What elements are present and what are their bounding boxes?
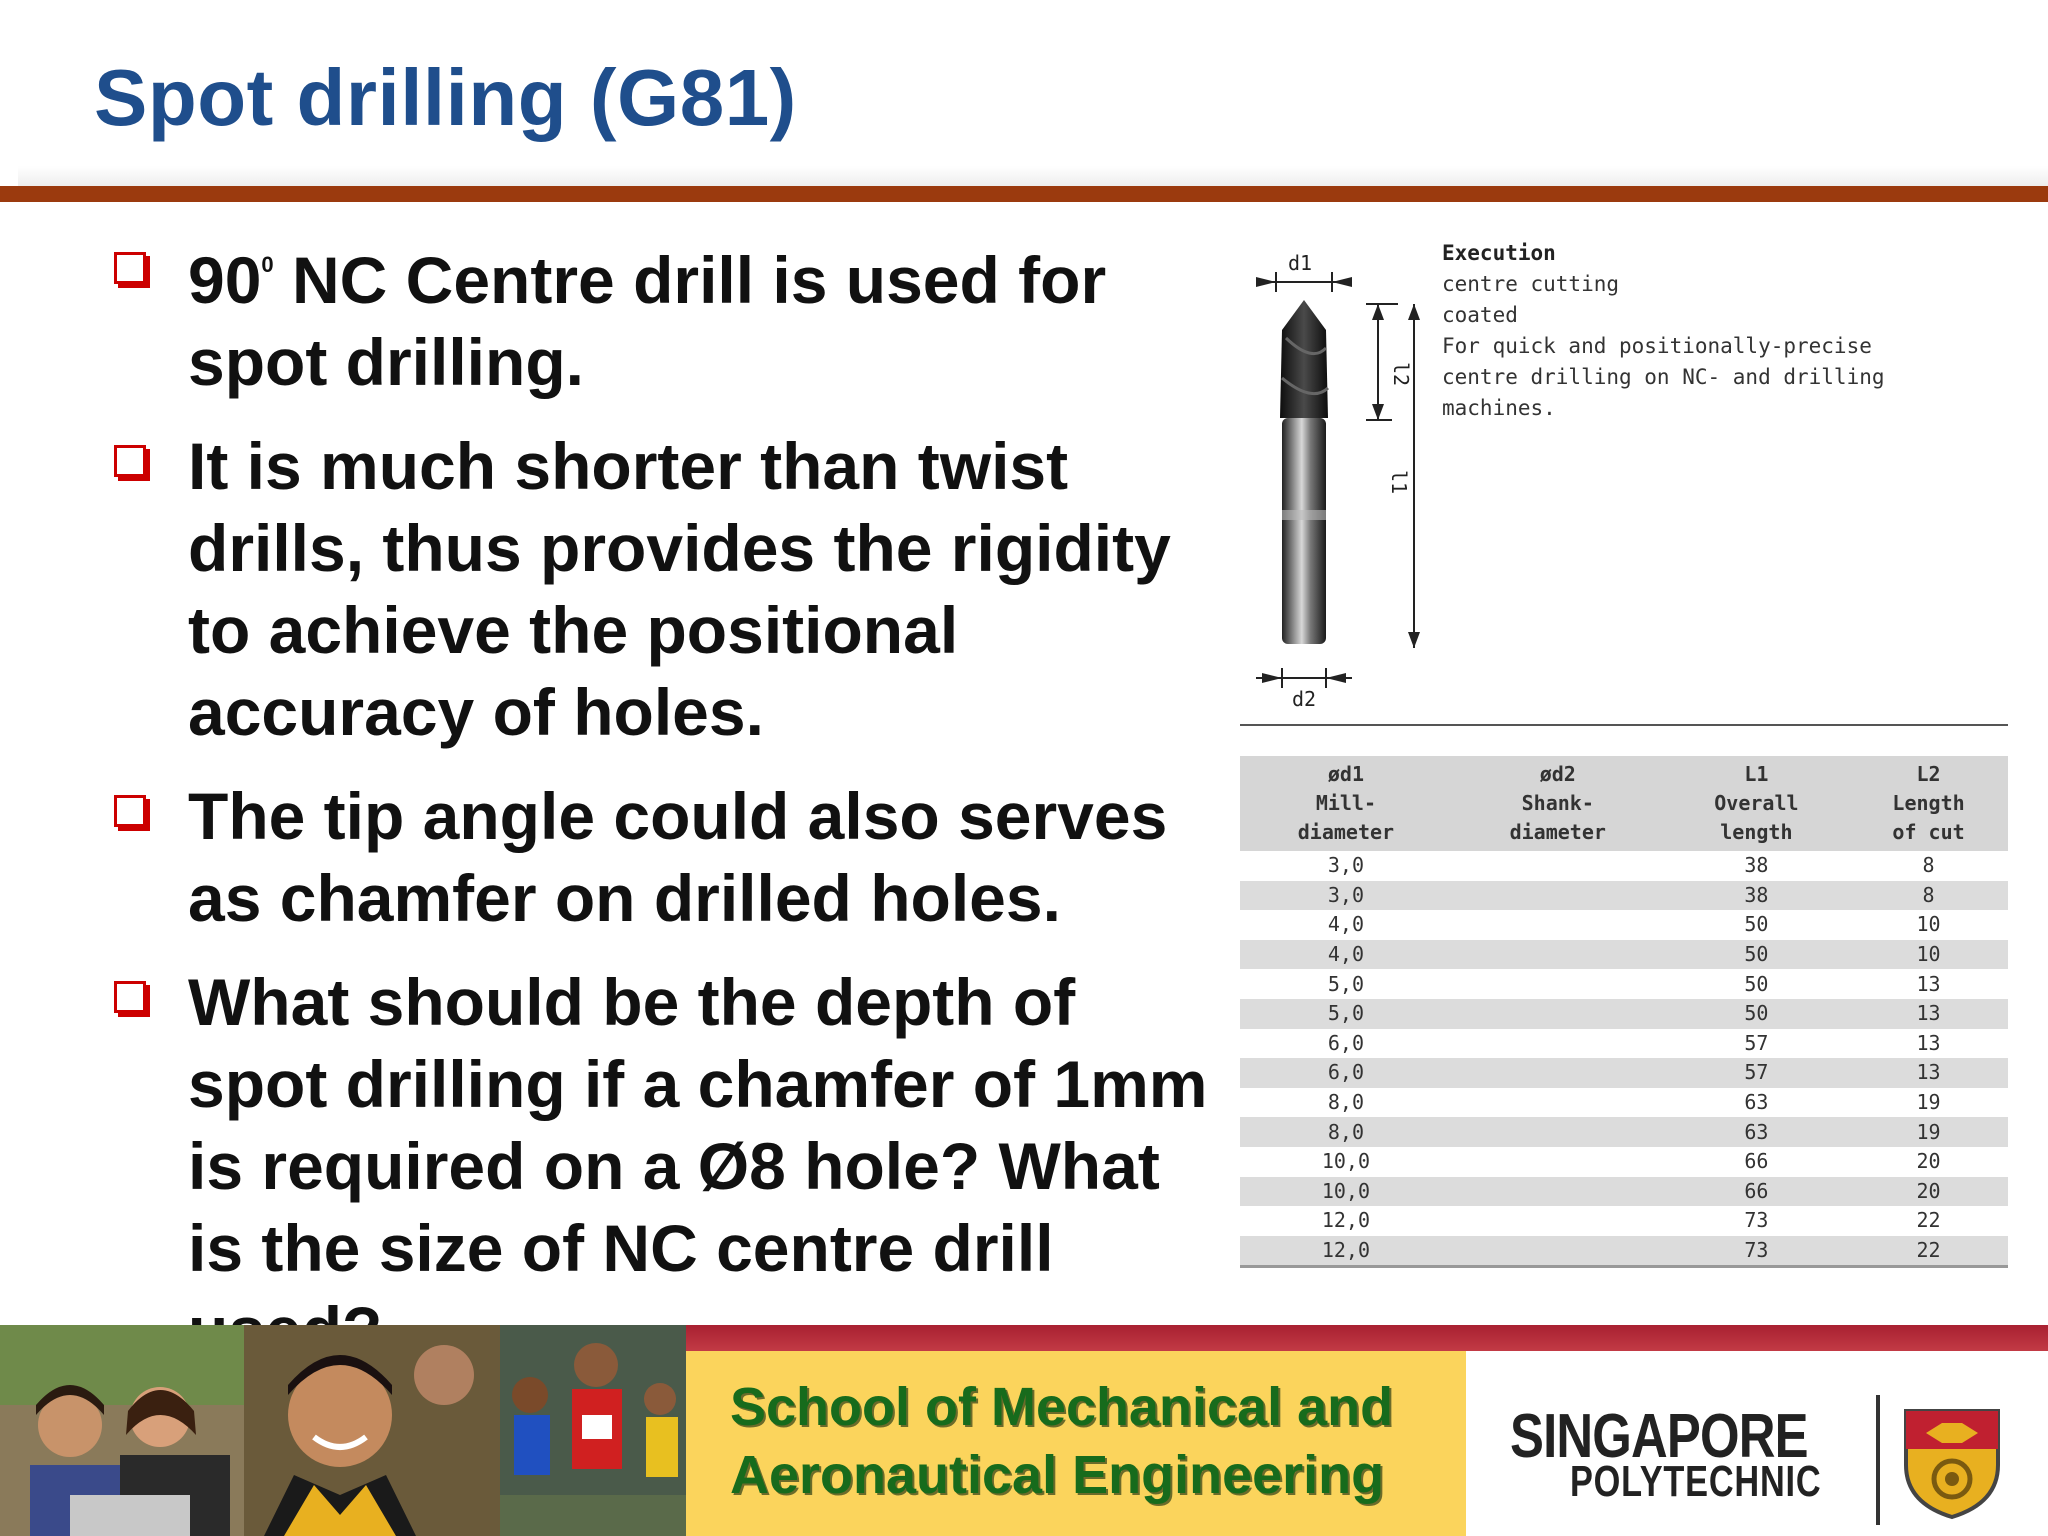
- table-cell: 5,0: [1240, 999, 1452, 1029]
- table-row: [1240, 1117, 2008, 1147]
- execution-line: For quick and positionally-precise: [1442, 334, 1872, 358]
- table-cell: [1452, 881, 1664, 911]
- title-shade: [18, 166, 2048, 186]
- table-cell: [1452, 999, 1664, 1029]
- col-header-l1: L1 Overall length: [1664, 756, 1849, 851]
- table-cell: 13: [1849, 969, 2008, 999]
- table-cell: 8,0: [1240, 1117, 1452, 1147]
- table-cell: [1452, 1236, 1664, 1267]
- table-cell: 50: [1664, 999, 1849, 1029]
- table-row: [1240, 1058, 2008, 1088]
- logo-text-singapore: SINGAPORE: [1510, 1402, 1808, 1471]
- table-cell: [1452, 969, 1664, 999]
- bullet-item: [110, 775, 1210, 939]
- bullet-text: It is much shorter than twist drills, thus provides the rigidity to achieve the positional accuracy of holes.: [188, 429, 1171, 749]
- checkbox-bullet-icon: [114, 252, 146, 284]
- table-cell: [1452, 1058, 1664, 1088]
- checkbox-bullet-icon: [114, 795, 146, 827]
- col-header-d2: ød2 Shank- diameter: [1452, 756, 1664, 851]
- table-cell: 22: [1849, 1236, 2008, 1267]
- table-cell: [1452, 851, 1664, 881]
- execution-heading: Execution: [1442, 241, 1556, 265]
- bullet-text: NC Centre drill is used for spot drilling.: [188, 243, 1107, 399]
- table-cell: 13: [1849, 1029, 2008, 1059]
- table-cell: 12,0: [1240, 1236, 1452, 1267]
- table-cell: [1452, 940, 1664, 970]
- students-laptop-photo: [0, 1325, 244, 1536]
- table-cell: 20: [1849, 1177, 2008, 1207]
- bullet-item: [110, 425, 1210, 753]
- d2-label: d2: [1291, 687, 1317, 711]
- diagram-separator: [1240, 724, 2008, 726]
- table-cell: [1452, 1029, 1664, 1059]
- logo-divider: [1876, 1395, 1880, 1525]
- table-cell: 38: [1664, 881, 1849, 911]
- checkbox-bullet-icon: [114, 445, 146, 477]
- table-cell: 5,0: [1240, 969, 1452, 999]
- logo-text-polytechnic: POLYTECHNIC: [1570, 1457, 1822, 1506]
- title-rule: [0, 186, 2048, 202]
- table-cell: [1452, 1206, 1664, 1236]
- execution-line: machines.: [1442, 396, 1556, 420]
- table-cell: 6,0: [1240, 1029, 1452, 1059]
- table-cell: 50: [1664, 969, 1849, 999]
- graduate-photo: [244, 1325, 500, 1536]
- table-cell: 13: [1849, 999, 2008, 1029]
- table-cell: 57: [1664, 1058, 1849, 1088]
- table-row: [1240, 1206, 2008, 1236]
- arrow-icon: [1256, 277, 1276, 287]
- bullet-list: [110, 232, 1210, 1393]
- table-cell: 50: [1664, 910, 1849, 940]
- table-cell: [1452, 1117, 1664, 1147]
- table-cell: 10,0: [1240, 1147, 1452, 1177]
- table-cell: 10: [1849, 940, 2008, 970]
- drill-tip: [1280, 300, 1328, 418]
- execution-line: centre cutting: [1442, 272, 1620, 296]
- table-cell: 4,0: [1240, 940, 1452, 970]
- school-name: [730, 1373, 1393, 1509]
- l2-label: l2: [1389, 362, 1413, 387]
- table-row: [1240, 910, 2008, 940]
- execution-line: coated: [1442, 303, 1518, 327]
- bullet-pre: 90: [188, 243, 262, 317]
- table-cell: 73: [1664, 1206, 1849, 1236]
- checkbox-bullet-icon: [114, 981, 146, 1013]
- table-cell: 57: [1664, 1029, 1849, 1059]
- table-header-row: [1240, 756, 2008, 851]
- table-cell: 10: [1849, 910, 2008, 940]
- execution-notes: [1442, 238, 2002, 424]
- runners-photo: [500, 1325, 686, 1536]
- arrow-icon: [1332, 277, 1352, 287]
- slide-title: Spot drilling (G81): [94, 53, 797, 142]
- bullet-item: [110, 232, 1210, 403]
- table-cell: 63: [1664, 1088, 1849, 1118]
- school-name-line1: School of Mechanical and: [730, 1377, 1394, 1437]
- singapore-polytechnic-logo: [1466, 1351, 2048, 1536]
- table-cell: 73: [1664, 1236, 1849, 1267]
- table-cell: 38: [1664, 851, 1849, 881]
- table-cell: 3,0: [1240, 881, 1452, 911]
- table-cell: 66: [1664, 1147, 1849, 1177]
- table-cell: 13: [1849, 1058, 2008, 1088]
- table-row: [1240, 851, 2008, 881]
- table-cell: 19: [1849, 1088, 2008, 1118]
- table-row: [1240, 881, 2008, 911]
- table-cell: 4,0: [1240, 910, 1452, 940]
- execution-line: centre drilling on NC- and drilling: [1442, 365, 1885, 389]
- l1-label: l1: [1387, 470, 1411, 495]
- spec-table-body: [1240, 851, 2008, 1267]
- footer-red-band: [686, 1325, 2048, 1351]
- table-cell: [1452, 1088, 1664, 1118]
- col-header-l2: L2 Length of cut: [1849, 756, 2008, 851]
- bullet-text: What should be the depth of spot drilling if a chamfer of 1mm is required on a Ø8 hole? What is the size of NC centre drill: [188, 965, 1208, 1285]
- table-cell: 22: [1849, 1206, 2008, 1236]
- school-name-line2: Aeronautical Engineering: [730, 1445, 1385, 1505]
- table-cell: 19: [1849, 1117, 2008, 1147]
- table-row: [1240, 1029, 2008, 1059]
- table-cell: 10,0: [1240, 1177, 1452, 1207]
- table-cell: [1452, 910, 1664, 940]
- footer-banner: [0, 1325, 2048, 1536]
- table-cell: [1452, 1147, 1664, 1177]
- table-row: [1240, 940, 2008, 970]
- table-cell: 63: [1664, 1117, 1849, 1147]
- table-cell: 3,0: [1240, 851, 1452, 881]
- table-cell: [1452, 1177, 1664, 1207]
- crest-icon: [1892, 1403, 2012, 1521]
- bullet-item: [110, 961, 1210, 1371]
- table-row: [1240, 1088, 2008, 1118]
- degree-superscript: 0: [261, 252, 274, 277]
- table-row: [1240, 999, 2008, 1029]
- col-header-d1: ød1 Mill- diameter: [1240, 756, 1452, 851]
- spec-table: [1240, 756, 2008, 1268]
- table-cell: 8: [1849, 851, 2008, 881]
- table-cell: 8: [1849, 881, 2008, 911]
- table-cell: 50: [1664, 940, 1849, 970]
- table-cell: 8,0: [1240, 1088, 1452, 1118]
- bullet-text: The tip angle could also serves as chamfer on drilled holes.: [188, 779, 1168, 935]
- table-row: [1240, 969, 2008, 999]
- table-cell: 6,0: [1240, 1058, 1452, 1088]
- table-row: [1240, 1147, 2008, 1177]
- d1-label: d1: [1287, 251, 1313, 275]
- drill-shank: [1282, 418, 1326, 644]
- table-cell: 12,0: [1240, 1206, 1452, 1236]
- table-cell: 20: [1849, 1147, 2008, 1177]
- table-row: [1240, 1177, 2008, 1207]
- table-row: [1240, 1236, 2008, 1267]
- table-cell: 66: [1664, 1177, 1849, 1207]
